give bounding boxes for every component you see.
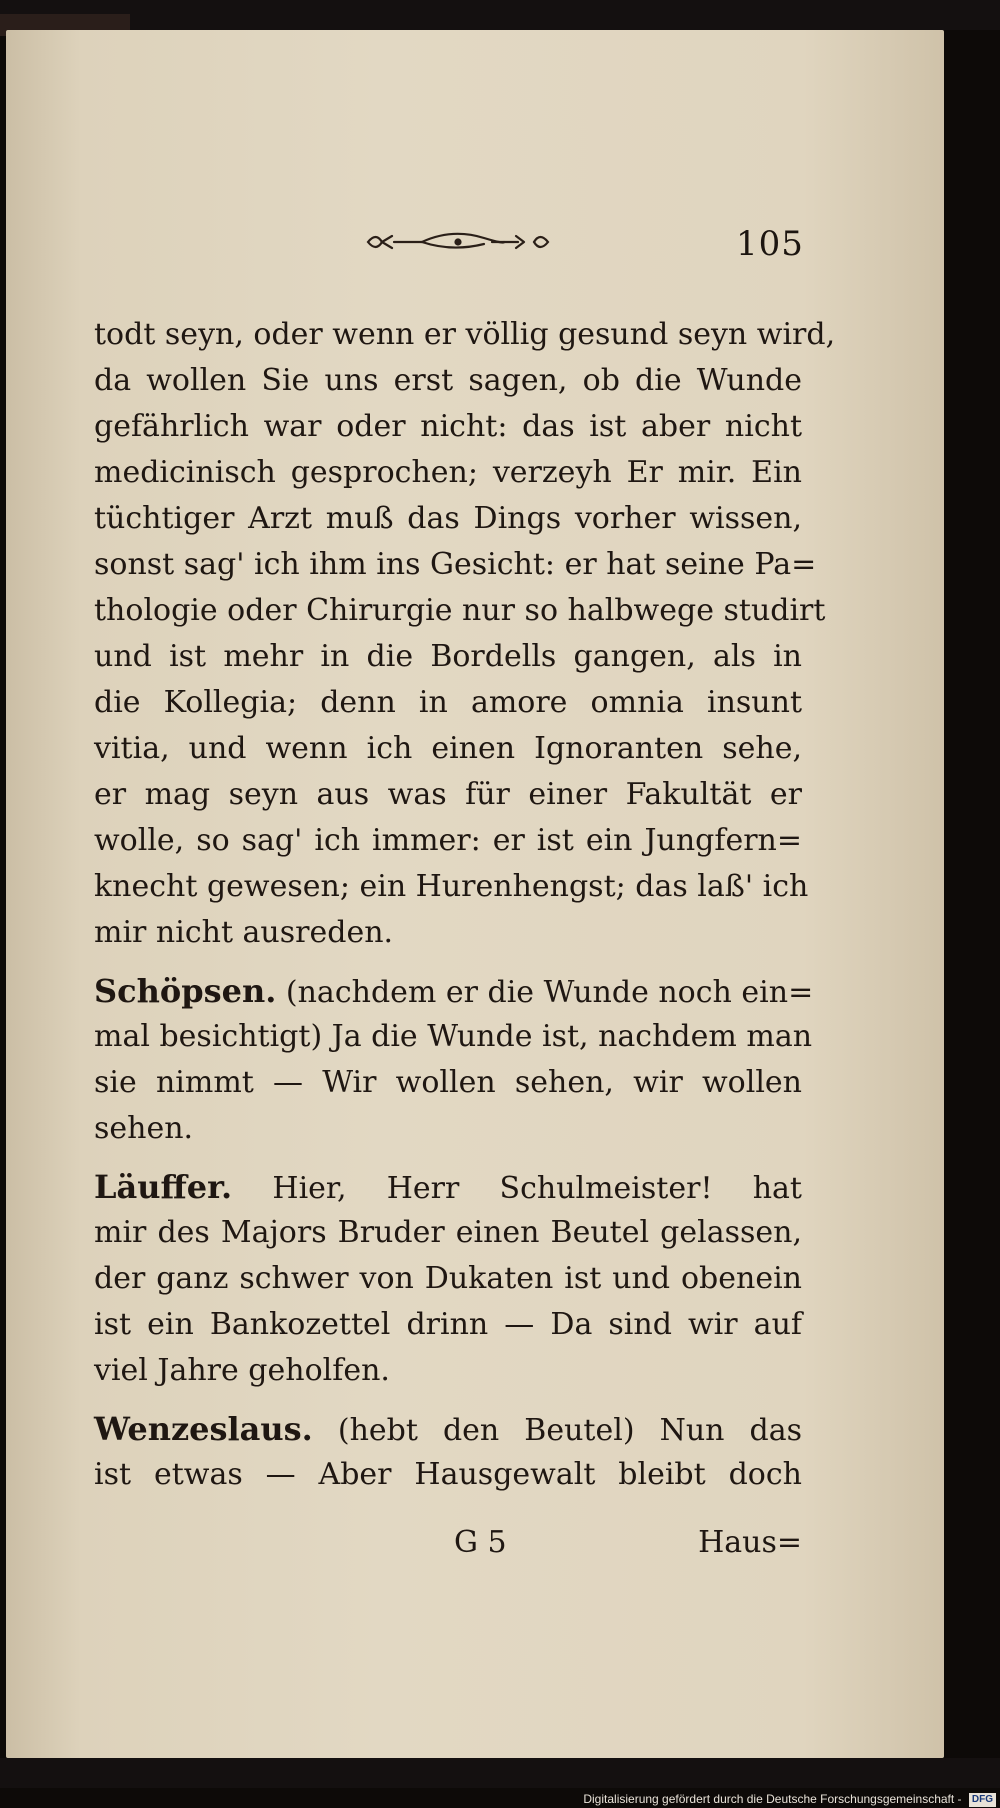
paragraph-gap: [94, 1394, 802, 1406]
speech-text: Hier, Herr Schulmeister! hat: [272, 1171, 802, 1206]
book-page: [6, 30, 944, 1758]
text-line: sehen.: [94, 1111, 194, 1146]
text-line: mal besichtigt) Ja die Wunde ist, nachdem man: [94, 1019, 813, 1054]
dfg-logo-icon: DFG: [969, 1793, 996, 1807]
credit-text: Digitalisierung gefördert durch die Deutsche Forschungsgemeinschaft -: [583, 1792, 962, 1806]
text-line: mir nicht ausreden.: [94, 915, 394, 950]
text-line: mir des Majors Bruder einen Beutel gelassen,: [94, 1215, 802, 1250]
speech-text: (hebt den Beutel) Nun das: [337, 1413, 802, 1448]
text-line: medicinisch gesprochen; verzeyh Er mir. Ein: [94, 455, 802, 490]
text-line: ist etwas — Aber Hausgewalt bleibt doch: [94, 1457, 802, 1492]
text-line: wolle, so sag' ich immer: er ist ein Jungfern=: [94, 823, 802, 858]
text-line: sie nimmt — Wir wollen sehen, wir wollen: [94, 1065, 802, 1100]
scan-bottom-edge: [0, 1758, 1000, 1788]
ornament-headpiece: [362, 220, 554, 264]
speaker-name: Läuffer.: [94, 1168, 233, 1206]
page-header: [6, 220, 944, 270]
signature-mark: G 5: [454, 1525, 507, 1560]
speaker-name: Schöpsen.: [94, 972, 277, 1010]
text-line: die Kollegia; denn in amore omnia insunt: [94, 685, 802, 720]
speech-line: [94, 1164, 802, 1210]
text-line: todt seyn, oder wenn er völlig gesund seyn wird,: [94, 317, 836, 352]
body-text: [94, 312, 836, 1498]
text-line: da wollen Sie uns erst sagen, ob die Wunde: [94, 363, 802, 398]
text-line: er mag seyn aus was für einer Fakultät er: [94, 777, 802, 812]
text-line: viel Jahre geholfen.: [94, 1353, 390, 1388]
paragraph-gap: [94, 956, 802, 968]
text-line: sonst sag' ich ihm ins Gesicht: er hat seine Pa=: [94, 547, 817, 582]
speech-line: [94, 1406, 802, 1452]
text-line: und ist mehr in die Bordells gangen, als in: [94, 639, 802, 674]
text-line: vitia, und wenn ich einen Ignoranten sehe,: [94, 731, 802, 766]
speaker-name: Wenzeslaus.: [94, 1410, 313, 1448]
text-line: knecht gewesen; ein Hurenhengst; das laß' ich: [94, 869, 809, 904]
scan-top-edge: [0, 0, 1000, 30]
page-footer: [94, 1520, 802, 1566]
text-line: ist ein Bankozettel drinn — Da sind wir auf: [94, 1307, 802, 1342]
paragraph-gap: [94, 1152, 802, 1164]
catchword: Haus=: [698, 1525, 802, 1560]
text-line: der ganz schwer von Dukaten ist und obenein: [94, 1261, 802, 1296]
text-line: thologie oder Chirurgie nur so halbwege studirt: [94, 593, 826, 628]
speech-line: [94, 968, 814, 1014]
speech-text: (nachdem er die Wunde noch ein=: [285, 975, 814, 1010]
page-number: 105: [736, 224, 804, 264]
digitization-credit: [583, 1790, 996, 1808]
text-line: gefährlich war oder nicht: das ist aber nicht: [94, 409, 802, 444]
text-line: tüchtiger Arzt muß das Dings vorher wissen,: [94, 501, 802, 536]
